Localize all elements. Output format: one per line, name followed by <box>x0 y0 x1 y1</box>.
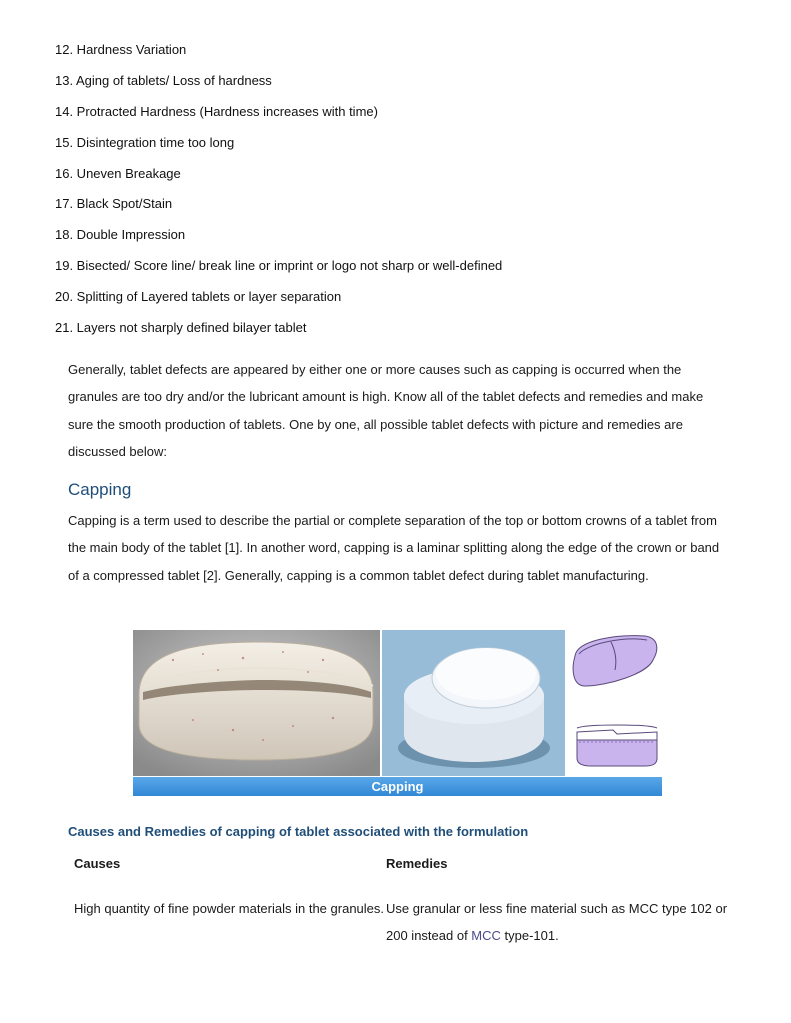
capping-diagram <box>567 630 662 776</box>
list-item: 16. Uneven Breakage <box>55 165 181 181</box>
cause-cell: High quantity of fine powder materials in the granules. <box>74 901 385 916</box>
table-row <box>74 878 734 950</box>
remedy-text-after: type-101. <box>500 928 559 944</box>
remedies-header: Remedies <box>386 856 448 871</box>
list-item: 18. Double Impression <box>55 227 186 243</box>
list-item: 15. Disintegration time too long <box>55 134 235 150</box>
list-item: 12. Hardness Variation <box>55 42 187 57</box>
list-item: 14. Protracted Hardness (Hardness increases with time) <box>55 103 378 119</box>
remedy-text-before: Use granular or less fine material such as MCC type 102 or 200 instead of <box>386 901 728 944</box>
causes-remedies-table <box>74 856 734 950</box>
capping-figure <box>133 630 662 796</box>
defect-list <box>55 41 502 350</box>
mcc-link[interactable]: MCC <box>471 928 501 944</box>
list-item: 13. Aging of tablets/ Loss of hardness <box>55 72 272 88</box>
figure-caption: Capping <box>133 777 662 796</box>
capped-round-tablet-photo <box>382 630 565 776</box>
capping-paragraph: Capping is a term used to describe the partial or complete separation of the top or bottom crowns of a tablet from the main body of the tablet [1]. In another word, capping is a laminar splitting along the edge of the crown or band of a compressed tablet [2]. Generally, capping is a common tablet defect during tablet manufacturing. <box>68 513 720 583</box>
list-item: 19. Bisected/ Score line/ break line or imprint or logo not sharp or well-defined <box>55 258 503 274</box>
capped-oval-tablet-photo <box>133 630 380 776</box>
intro-paragraph: Generally, tablet defects are appeared by either one or more causes such as capping is occurred when the granules are too dry and/or the lubricant amount is high. Know all of the tablet defects and remedies and make sure the smooth production of tablets. One by one, all possible tablet defects with picture and remedies are discussed below: <box>68 362 704 459</box>
capping-heading: Capping <box>68 480 132 499</box>
causes-header: Causes <box>74 856 121 871</box>
list-item: 17. Black Spot/Stain <box>55 196 173 212</box>
list-item: 21. Layers not sharply defined bilayer tablet <box>55 320 307 336</box>
remedy-cell <box>386 878 734 950</box>
table-header-row <box>74 856 734 878</box>
causes-remedies-title: Causes and Remedies of capping of tablet associated with the formulation <box>68 824 529 839</box>
list-item: 20. Splitting of Layered tablets or layer separation <box>55 289 342 305</box>
